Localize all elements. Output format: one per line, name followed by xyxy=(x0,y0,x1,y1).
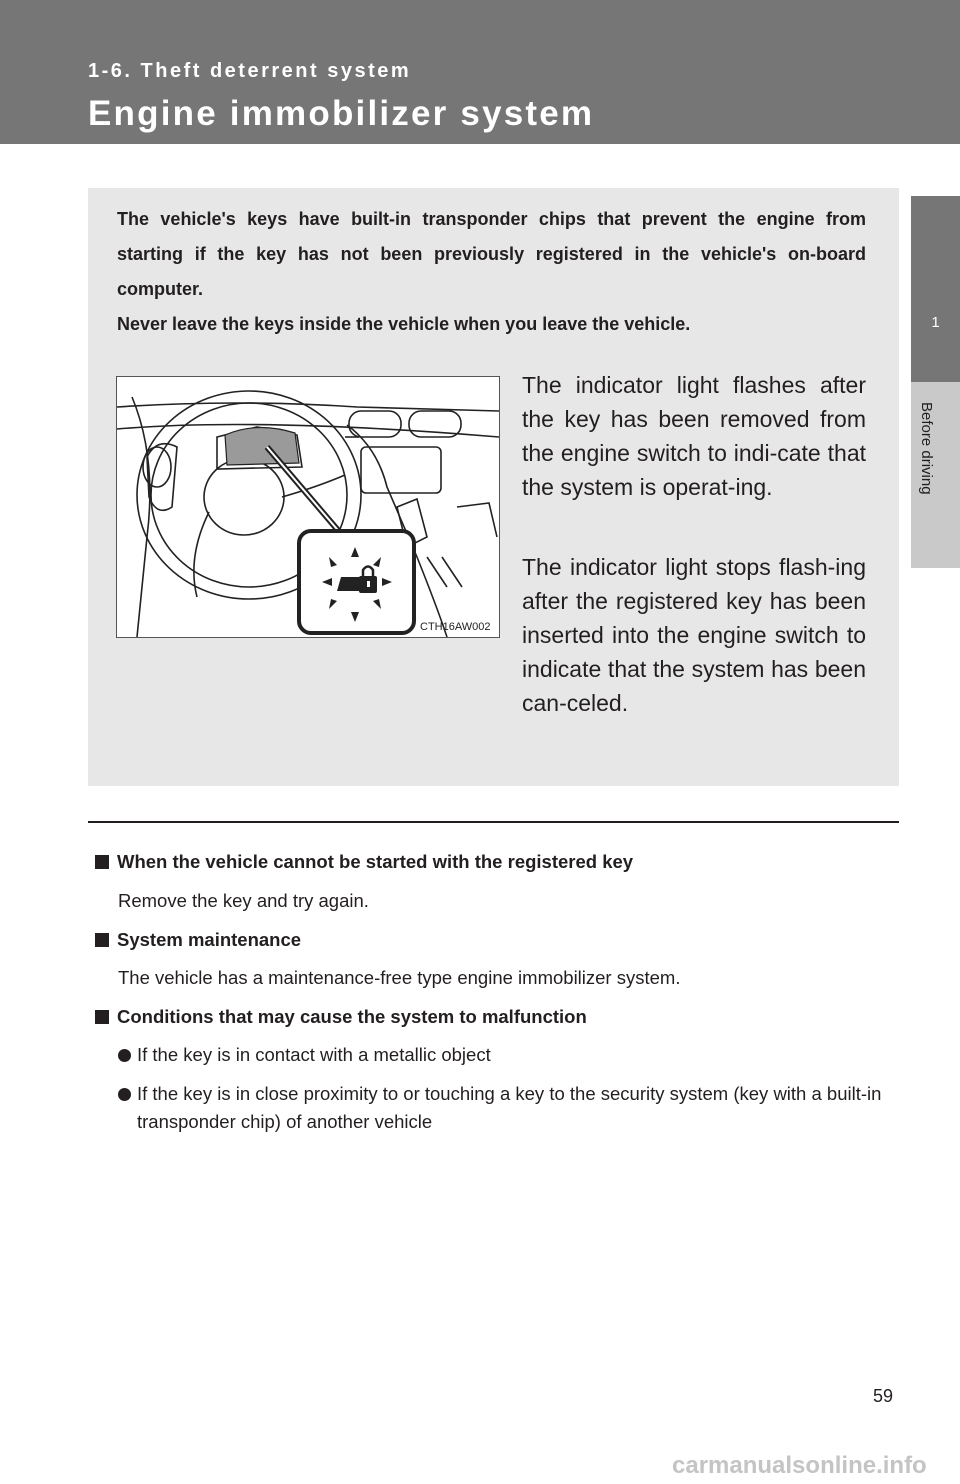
topic-text: Remove the key and try again. xyxy=(118,890,369,911)
square-bullet-icon xyxy=(95,855,109,869)
figure-id: CTH16AW002 xyxy=(420,621,491,633)
topic-title: System maintenance xyxy=(117,929,302,950)
topic-heading xyxy=(95,851,633,873)
page-title: Engine immobilizer system xyxy=(88,94,595,133)
square-bullet-icon xyxy=(95,1010,109,1024)
dashboard-drawing xyxy=(117,377,499,637)
list-item: If the key is in close proximity to or touching a key to the security system (key with a built-in transponder chip) of another vehicle xyxy=(137,1083,882,1132)
warning-paragraph: Never leave the keys inside the vehicle when you leave the vehicle. xyxy=(117,314,691,334)
topic-title: When the vehicle cannot be started with the registered key xyxy=(117,851,634,872)
divider xyxy=(88,821,899,823)
round-bullet-icon xyxy=(118,1049,131,1062)
chapter-header xyxy=(0,0,960,144)
topic-heading xyxy=(95,929,301,951)
intro-paragraph: The vehicle's keys have built-in transponder chips that prevent the engine from starting if the key has not been previously registered in the vehicle's on-board computer. xyxy=(117,209,866,299)
round-bullet-icon xyxy=(118,1088,131,1101)
section-label: 1-6. Theft deterrent system xyxy=(88,60,412,82)
dashboard-illustration xyxy=(116,376,500,638)
chapter-tab-number: 1 xyxy=(931,314,940,331)
topic-heading xyxy=(95,1006,587,1028)
list-item: If the key is in contact with a metallic object xyxy=(118,1041,491,1069)
indicator-stops-description: The indicator light stops flash-ing after the registered key has been inserted into the engine switch to indicate that the system has been can-celed. xyxy=(522,554,866,716)
topic-title: Conditions that may cause the system to malfunction xyxy=(117,1006,587,1027)
watermark: carmanualsonline.info xyxy=(672,1452,927,1479)
list-item-bullet xyxy=(118,1080,137,1108)
chapter-tab-label: Before driving xyxy=(918,402,935,495)
page-number: 59 xyxy=(873,1386,894,1406)
square-bullet-icon xyxy=(95,933,109,947)
indicator-flashing-description: The indicator light flashes after the key has been removed from the engine switch to indi-cate that the system is operat-ing. xyxy=(522,372,866,500)
chapter-tab xyxy=(911,196,960,382)
topic-text: The vehicle has a maintenance-free type engine immobilizer system. xyxy=(118,967,681,988)
